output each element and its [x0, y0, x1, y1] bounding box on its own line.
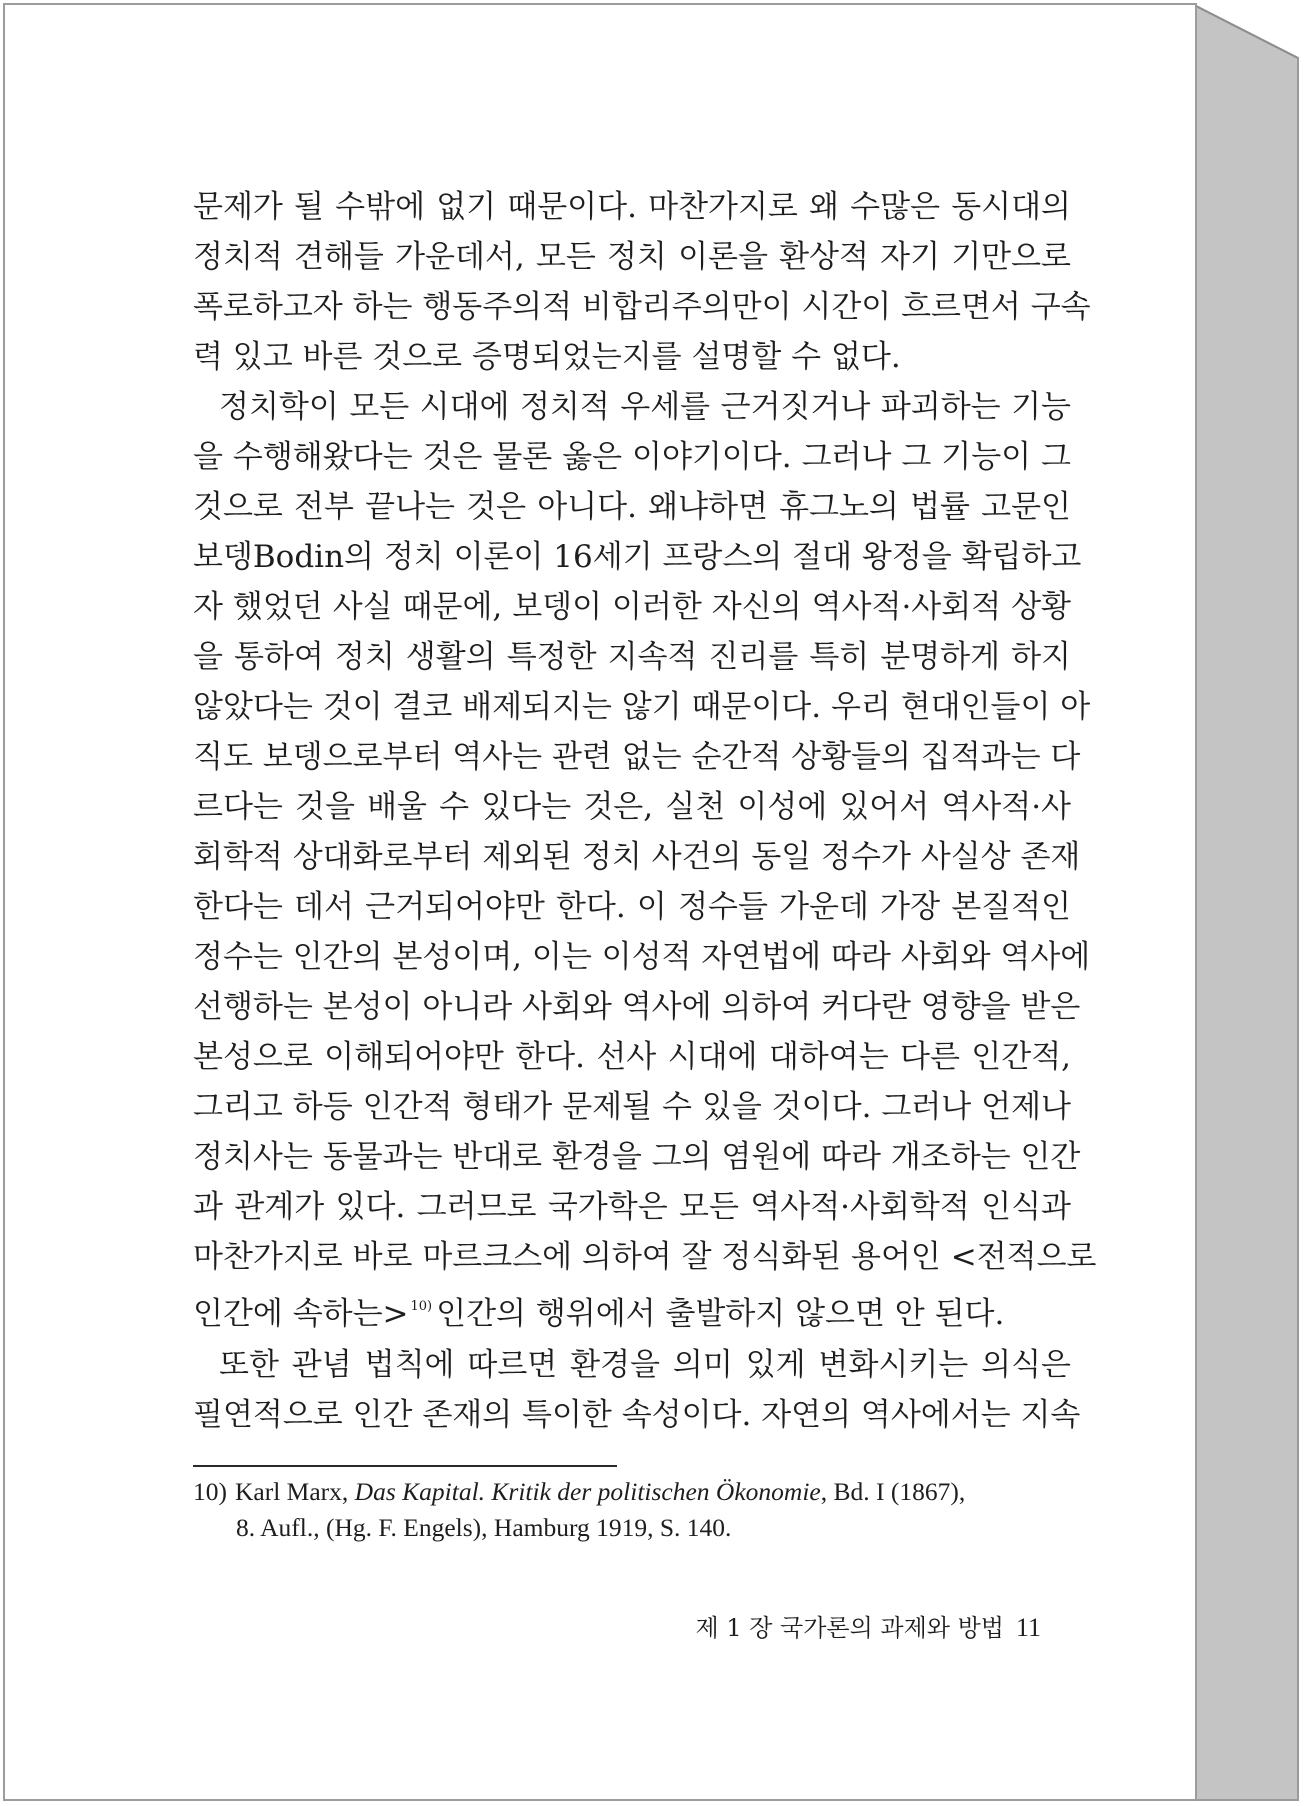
footnote-divider — [193, 1465, 617, 1467]
footnote-author: Karl Marx, — [235, 1477, 349, 1506]
line-text-after-note: 인간의 행위에서 출발하지 않으면 안 된다. — [436, 1296, 1005, 1332]
body-line-17: 선행하는 본성이 아니라 사회와 역사에 의하여 커다란 영향을 받은 — [193, 989, 1081, 1025]
body-line-5: 정치학이 모든 시대에 정치적 우세를 근거짓거나 파괴하는 기능 — [219, 389, 1071, 425]
body-line-24: 또한 관념 법칙에 따르면 환경을 의미 있게 변화시키는 의식은 — [219, 1347, 1071, 1383]
body-line-13: 르다는 것을 배울 수 있다는 것은, 실천 이성에 있어서 역사적·사 — [193, 789, 1071, 825]
body-line-3: 폭로하고자 하는 행동주의적 비합리주의만이 시간이 흐르면서 구속 — [193, 289, 1091, 325]
body-line-15: 한다는 데서 근거되어야만 한다. 이 정수들 가운데 가장 본질적인 — [193, 889, 1071, 925]
body-line-11: 않았다는 것이 결코 배제되지는 않기 때문이다. 우리 현대인들이 아 — [193, 689, 1091, 725]
body-line-20: 정치사는 동물과는 반대로 환경을 그의 염원에 따라 개조하는 인간 — [193, 1139, 1081, 1175]
body-line-6: 을 수행해왔다는 것은 물론 옳은 이야기이다. 그러나 그 기능이 그 — [193, 439, 1071, 475]
running-footer — [696, 1608, 1041, 1643]
line-text-before-note: 인간에 속하는> — [193, 1296, 409, 1332]
footnote-reference-10[interactable]: 10) — [410, 1299, 433, 1314]
footnote-details: , Bd. I (1867), — [820, 1477, 966, 1506]
footnote-title: Das Kapital. Kritik der politischen Ökonomie — [354, 1477, 821, 1506]
body-line-22: 마찬가지로 바로 마르크스에 의하여 잘 정식화된 용어인 <전적으로 — [193, 1239, 1097, 1275]
body-line-25: 필연적으로 인간 존재의 특이한 속성이다. 자연의 역사에서는 지속 — [193, 1397, 1081, 1433]
body-line-2: 정치적 견해들 가운데서, 모든 정치 이론을 환상적 자기 기만으로 — [193, 239, 1071, 275]
body-line-1: 문제가 될 수밖에 없기 때문이다. 마찬가지로 왜 수많은 동시대의 — [193, 189, 1071, 225]
body-line-18: 본성으로 이해되어야만 한다. 선사 시대에 대하여는 다른 인간적, — [193, 1039, 1071, 1075]
body-line-10: 을 통하여 정치 생활의 특정한 지속적 진리를 특히 분명하게 하지 — [193, 639, 1071, 675]
body-line-12: 직도 보뎅으로부터 역사는 관련 없는 순간적 상황들의 집적과는 다 — [193, 739, 1081, 775]
body-line-23 — [193, 1287, 1071, 1332]
body-line-21: 과 관계가 있다. 그러므로 국가학은 모든 역사적·사회학적 인식과 — [193, 1189, 1071, 1225]
body-line-7: 것으로 전부 끝나는 것은 아니다. 왜냐하면 휴그노의 법률 고문인 — [193, 489, 1071, 525]
chapter-title: 제 1 장 국가론의 과제와 방법 — [695, 1614, 1004, 1642]
body-line-9: 자 했었던 사실 때문에, 보뎅이 이러한 자신의 역사적·사회적 상황 — [193, 589, 1071, 625]
footnote-number: 10) — [193, 1477, 227, 1506]
body-line-8: 보뎅Bodin의 정치 이론이 16세기 프랑스의 절대 왕정을 확립하고 — [193, 539, 1082, 575]
footnote-10-line-2: 8. Aufl., (Hg. F. Engels), Hamburg 1919, S. 140. — [236, 1513, 732, 1542]
body-line-14: 회학적 상대화로부터 제외된 정치 사건의 동일 정수가 사실상 존재 — [193, 839, 1081, 875]
page-number: 11 — [1015, 1613, 1041, 1642]
footnote-10 — [193, 1475, 1073, 1509]
body-line-19: 그리고 하등 인간적 형태가 문제될 수 있을 것이다. 그러나 언제나 — [193, 1089, 1071, 1125]
body-line-4: 력 있고 바른 것으로 증명되었는지를 설명할 수 없다. — [193, 339, 901, 375]
body-line-16: 정수는 인간의 본성이며, 이는 이성적 자연법에 따라 사회와 역사에 — [193, 939, 1091, 975]
